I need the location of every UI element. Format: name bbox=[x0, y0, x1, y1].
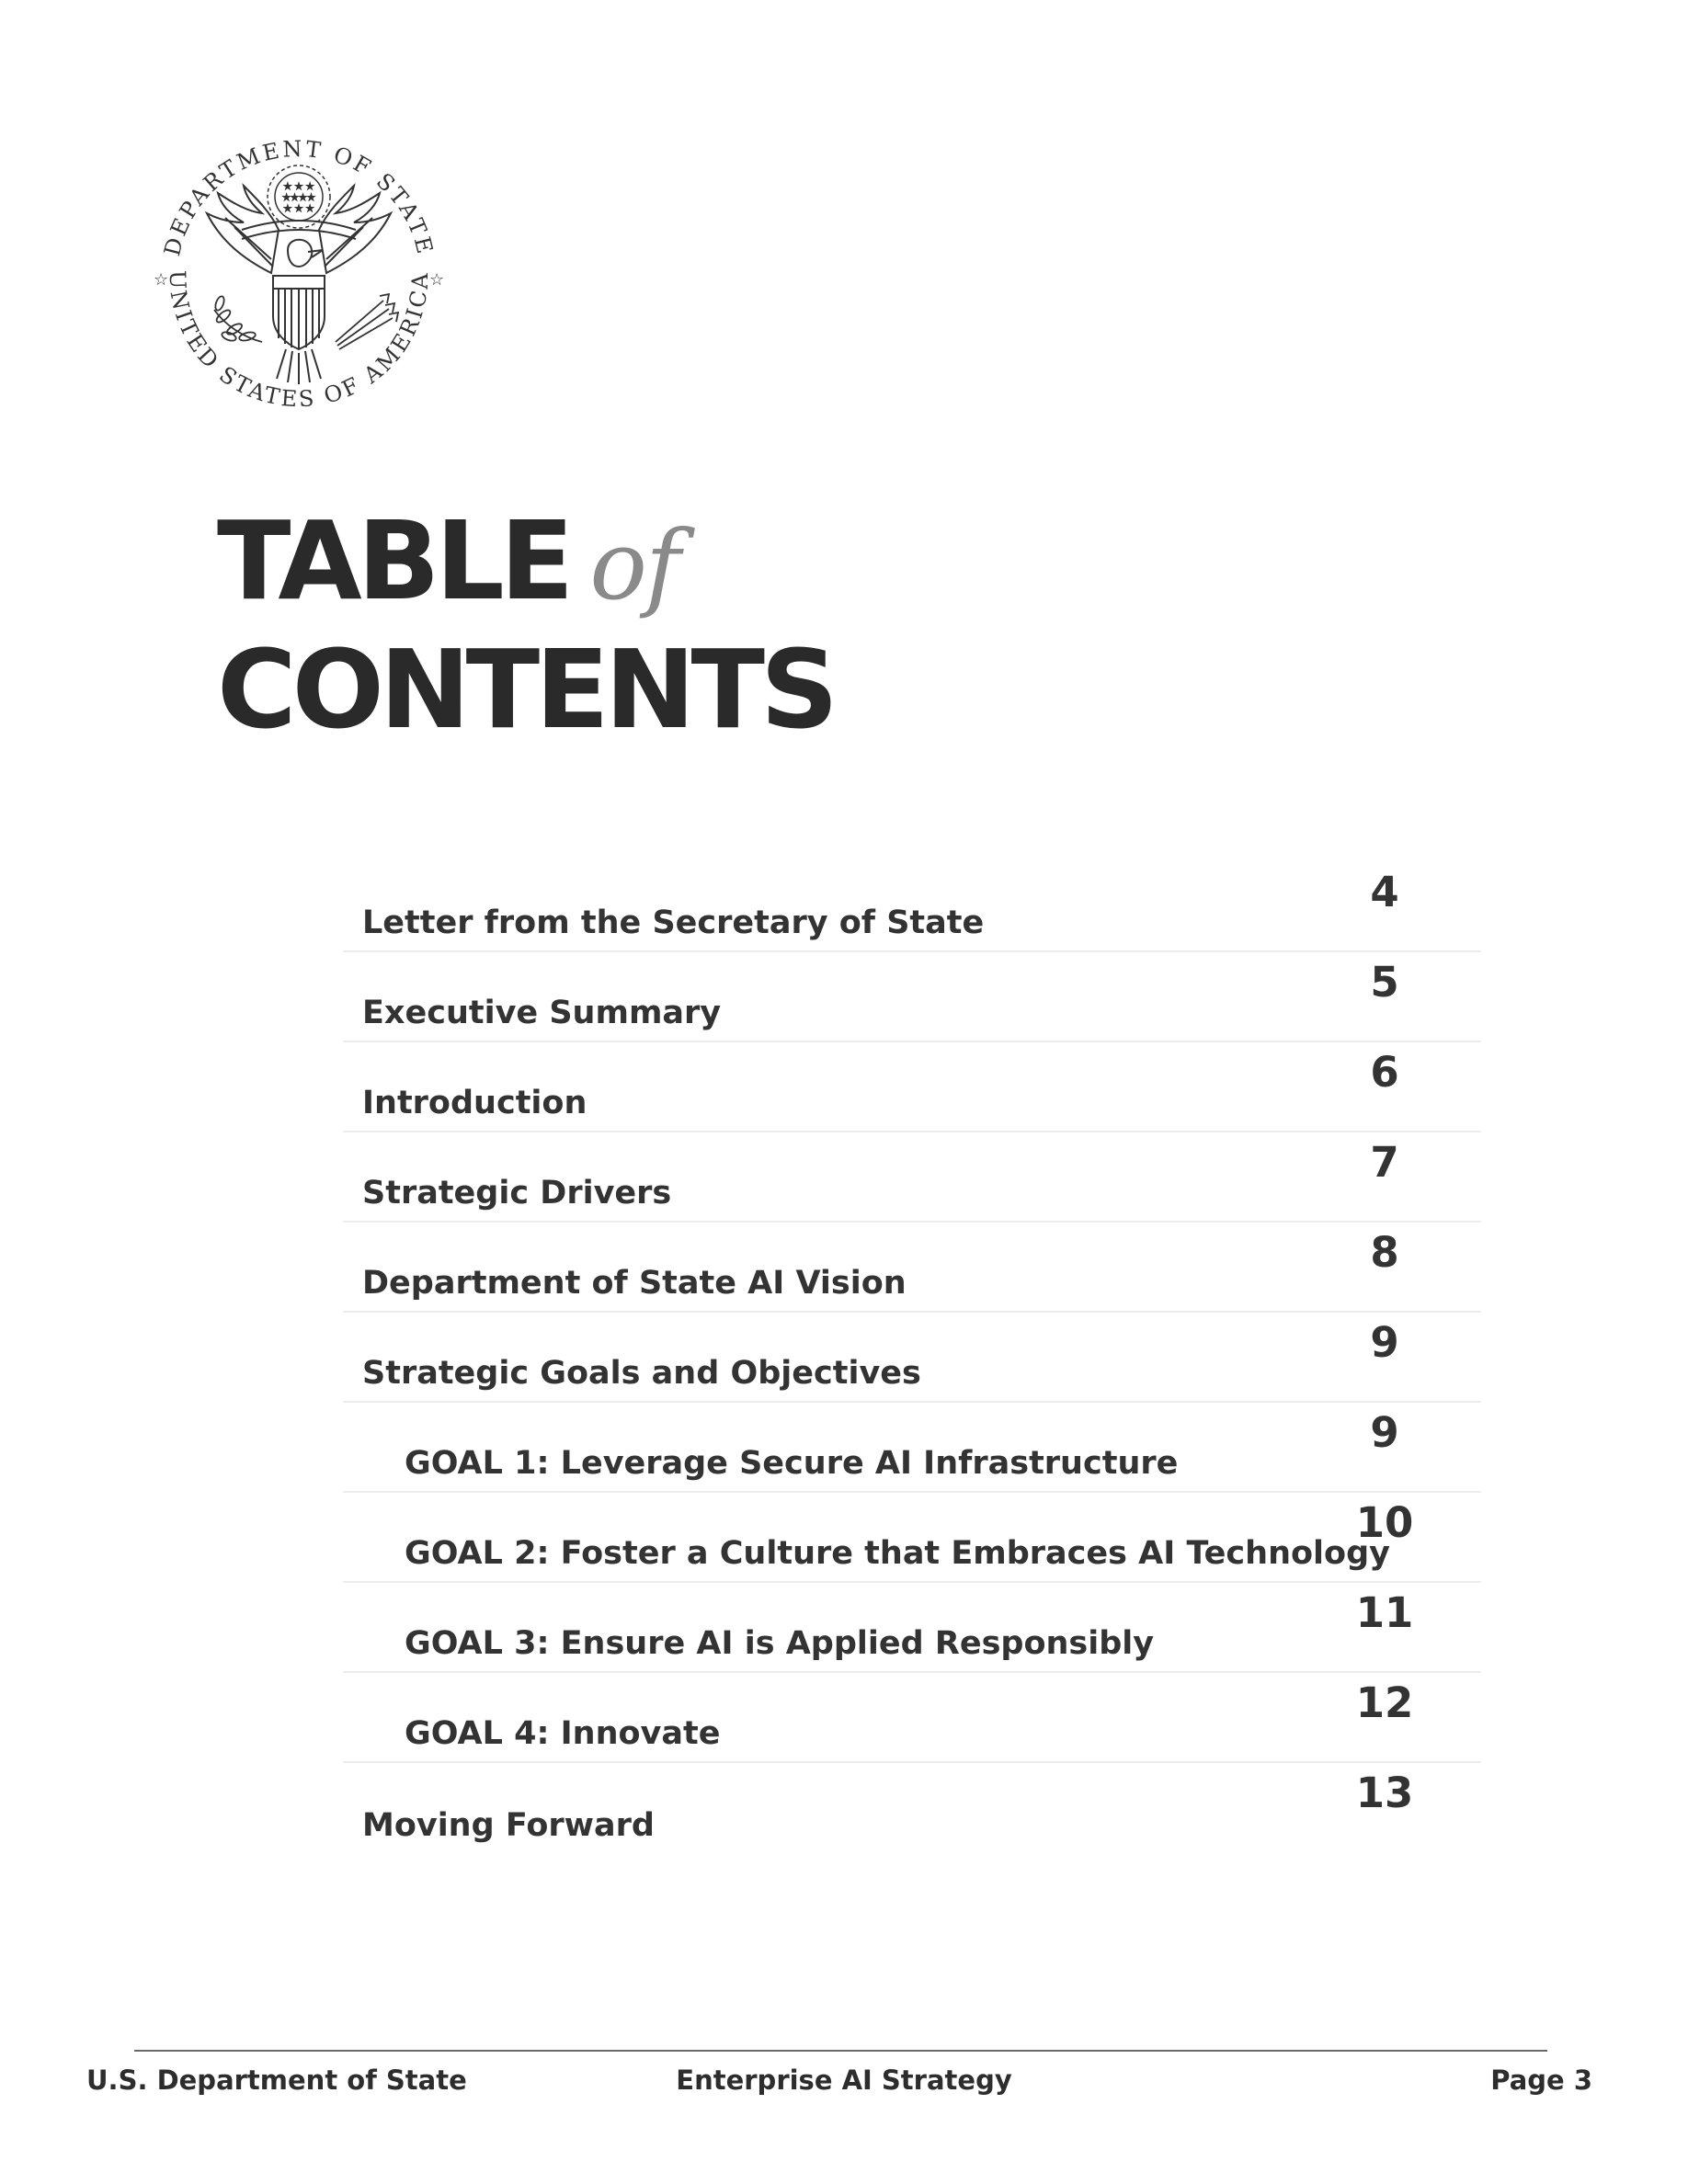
toc-entry-title: Strategic Drivers bbox=[362, 1175, 672, 1211]
table-of-contents bbox=[343, 862, 1481, 1853]
toc-entry[interactable] bbox=[343, 1313, 1481, 1403]
toc-entry-title: Letter from the Secretary of State bbox=[362, 904, 985, 941]
toc-entry-title: GOAL 1: Leverage Secure AI Infrastructure bbox=[405, 1445, 1179, 1482]
toc-entry-title: GOAL 4: Innovate bbox=[405, 1715, 721, 1752]
toc-subentry[interactable] bbox=[343, 1673, 1481, 1763]
title-word-contents: CONTENTS bbox=[217, 626, 834, 753]
toc-subentry[interactable] bbox=[343, 1403, 1481, 1493]
seal-top-text: DEPARTMENT OF STATE bbox=[159, 135, 439, 259]
toc-entry-title: Moving Forward bbox=[362, 1807, 655, 1844]
toc-entry-page: 11 bbox=[1355, 1588, 1414, 1637]
toc-entry-title: GOAL 2: Foster a Culture that Embraces AI Technology bbox=[405, 1535, 1390, 1572]
svg-text:☆: ☆ bbox=[154, 270, 169, 290]
toc-entry[interactable] bbox=[343, 1042, 1481, 1132]
svg-text:★ ★ ★: ★ ★ ★ bbox=[283, 182, 314, 192]
footer-divider bbox=[134, 2050, 1547, 2052]
toc-entry-page: 5 bbox=[1370, 958, 1399, 1007]
toc-entry-title: Strategic Goals and Objectives bbox=[362, 1355, 921, 1392]
toc-entry-page: 6 bbox=[1370, 1048, 1399, 1097]
toc-subentry[interactable] bbox=[343, 1583, 1481, 1673]
toc-entry[interactable] bbox=[343, 862, 1481, 952]
svg-text:★★★★: ★★★★ bbox=[282, 193, 315, 203]
toc-entry[interactable] bbox=[343, 952, 1481, 1042]
toc-entry-page: 8 bbox=[1370, 1228, 1399, 1277]
footer-organization: U.S. Department of State bbox=[86, 2065, 467, 2096]
toc-entry-page: 12 bbox=[1355, 1678, 1414, 1727]
title-word-of: of bbox=[589, 509, 679, 621]
toc-entry-title: Department of State AI Vision bbox=[362, 1265, 907, 1302]
toc-entry-page: 10 bbox=[1355, 1498, 1414, 1547]
seal-bottom-text: UNITED STATES OF AMERICA bbox=[164, 269, 434, 413]
toc-entry[interactable] bbox=[343, 1763, 1481, 1853]
toc-entry-page: 9 bbox=[1370, 1318, 1399, 1367]
toc-entry-page: 4 bbox=[1370, 868, 1399, 916]
department-of-state-seal bbox=[133, 112, 464, 443]
toc-subentry[interactable] bbox=[343, 1493, 1481, 1583]
page-title bbox=[217, 496, 1044, 754]
toc-entry-page: 9 bbox=[1370, 1408, 1399, 1457]
footer-document-title: Enterprise AI Strategy bbox=[676, 2065, 1012, 2096]
toc-entry[interactable] bbox=[343, 1223, 1481, 1313]
svg-text:★ ★ ★: ★ ★ ★ bbox=[283, 204, 314, 214]
footer-page-number: Page 3 bbox=[1490, 2065, 1592, 2096]
toc-entry-page: 13 bbox=[1355, 1769, 1414, 1817]
title-word-table: TABLE bbox=[217, 497, 570, 624]
svg-text:☆: ☆ bbox=[429, 270, 445, 290]
toc-entry[interactable] bbox=[343, 1132, 1481, 1223]
toc-entry-page: 7 bbox=[1370, 1138, 1399, 1187]
toc-entry-title: Executive Summary bbox=[362, 995, 722, 1031]
toc-entry-title: GOAL 3: Ensure AI is Applied Responsibly bbox=[405, 1625, 1155, 1662]
toc-entry-title: Introduction bbox=[362, 1085, 587, 1121]
